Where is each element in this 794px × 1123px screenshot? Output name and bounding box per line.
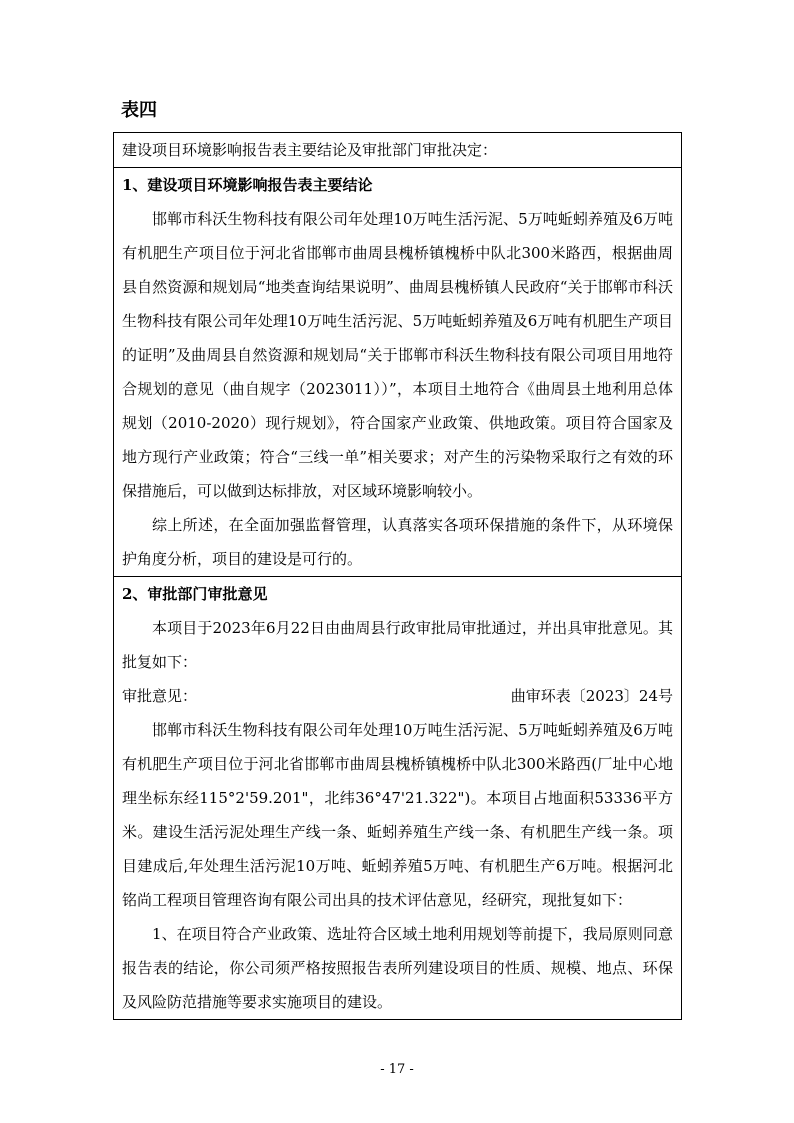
section1-paragraph-2: 综上所述，在全面加强监督管理，认真落实各项环保措施的条件下，从环境保护角度分析，项目的建设是可行的。	[122, 516, 673, 568]
approval-doc-number: 曲审环表〔2023〕24号	[510, 687, 673, 705]
conclusion-table	[113, 132, 682, 1020]
approval-opinion-line	[122, 679, 673, 713]
section2-heading: 2、审批部门审批意见	[122, 585, 268, 603]
section2-paragraph-1: 本项目于2023年6月22日由曲周县行政审批局审批通过，并出具审批意见。其批复如下：	[122, 619, 673, 671]
approval-opinion-label: 审批意见：	[122, 687, 198, 705]
page-number: - 17 -	[380, 1062, 414, 1077]
section1-row	[114, 168, 681, 577]
section1-heading: 1、建设项目环境影响报告表主要结论	[122, 176, 373, 194]
table-intro-row	[114, 133, 681, 168]
section2-row	[114, 577, 681, 1019]
section1-paragraph-1: 邯郸市科沃生物科技有限公司年处理10万吨生活污泥、5万吨蚯蚓养殖及6万吨有机肥生产项目位于河北省邯郸市曲周县槐桥镇槐桥中队北300米路西，根据曲周县自然资源和规划局“地类查询结果说明”、曲周县槐桥镇人民政府“关于邯郸市科沃生物科技有限公司年处理10万吨生活污泥、5万吨蚯蚓养殖及6万吨有机肥生产项目的证明”及曲周县自然资源和规划局“关于邯郸市科沃生物科技有限公司项目用地符合规划的意见（曲自规字（2023011））”，本项目土地符合《曲周县土地利用总体规划（2010-2020）现行规划》，符合国家产业政策、供地政策。项目符合国家及地方现行产业政策；符合“三线一单”相关要求；对产生的污染物采取行之有效的环保措施后，可以做到达标排放，对区域环境影响较小。	[122, 210, 673, 500]
page-title: 表四	[121, 100, 157, 121]
section2-paragraph-2: 邯郸市科沃生物科技有限公司年处理10万吨生活污泥、5万吨蚯蚓养殖及6万吨有机肥生产项目位于河北省邯郸市曲周县槐桥镇槐桥中队北300米路西(厂址中心地理坐标东经115°2'59.201"，北纬36°47'21.322")。本项目占地面积53336平方米。建设生活污泥处理生产线一条、蚯蚓养殖生产线一条、有机肥生产线一条。项目建成后,年处理生活污泥10万吨、蚯蚓养殖5万吨、有机肥生产6万吨。根据河北铭尚工程项目管理咨询有限公司出具的技术评估意见，经研究，现批复如下：	[122, 721, 673, 909]
section2-paragraph-3: 1、在项目符合产业政策、选址符合区域土地利用规划等前提下，我局原则同意报告表的结论，你公司须严格按照报告表所列建设项目的性质、规模、地点、环保及风险防范措施等要求实施项目的建设。	[122, 925, 673, 1011]
table-intro: 建设项目环境影响报告表主要结论及审批部门审批决定：	[122, 141, 498, 159]
